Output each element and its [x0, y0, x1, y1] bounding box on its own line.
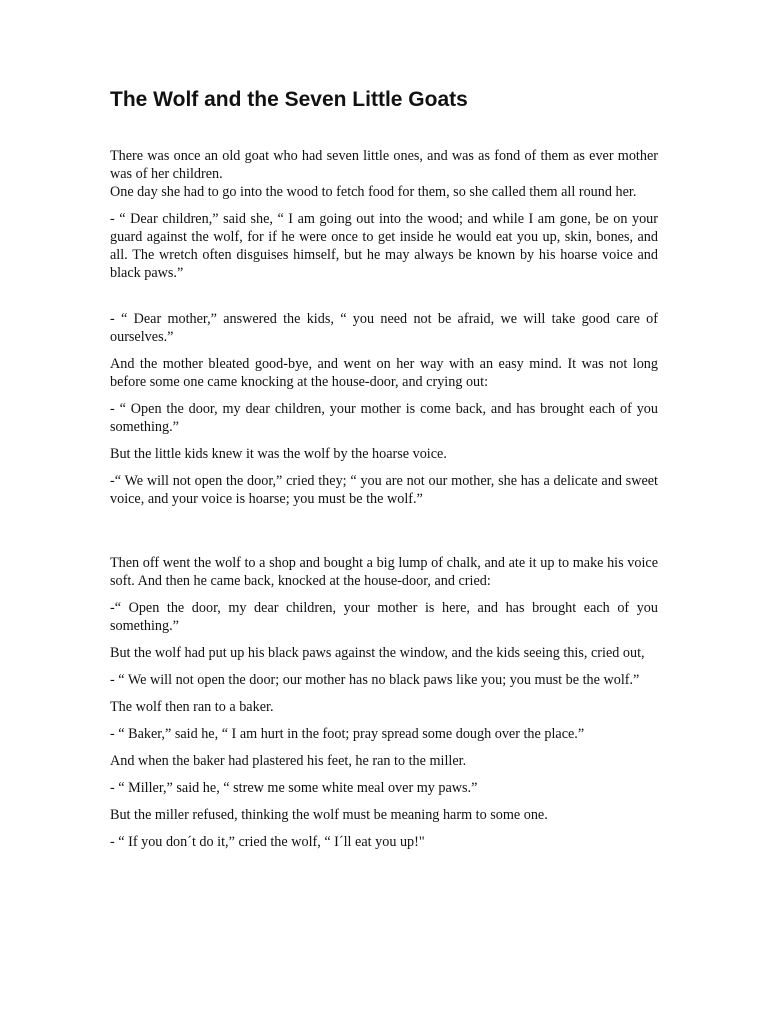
paragraph-16: - “ Miller,” said he, “ strew me some white meal over my paws.”: [110, 780, 478, 796]
paragraph-2: One day she had to go into the wood to fetch food for them, so she called them all round her.: [110, 184, 637, 200]
paragraph-10: -“ Open the door, my dear children, your mother is here, and has brought each of you something.”: [110, 600, 658, 634]
paragraph-9: Then off went the wolf to a shop and bought a big lump of chalk, and ate it up to make his voice soft. And then he came back, knocked at the house-door, and cried:: [110, 555, 658, 589]
document-title: The Wolf and the Seven Little Goats: [110, 88, 468, 111]
paragraph-7: But the little kids knew it was the wolf by the hoarse voice.: [110, 446, 447, 462]
paragraph-13: The wolf then ran to a baker.: [110, 699, 274, 715]
paragraph-18: - “ If you don´t do it,” cried the wolf, “ I´ll eat you up!": [110, 834, 425, 850]
paragraph-3: - “ Dear children,” said she, “ I am going out into the wood; and while I am gone, be on your guard against the wolf, for if he were once to get inside he would eat you up, skin, bones, and all. The wretch often disguises himself, but he may always be known by his hoarse voice and black paws.”: [110, 211, 658, 281]
paragraph-12: - “ We will not open the door; our mother has no black paws like you; you must be the wolf.”: [110, 672, 640, 688]
paragraph-15: And when the baker had plastered his feet, he ran to the miller.: [110, 753, 467, 769]
document-page: [110, 88, 658, 860]
paragraph-14: - “ Baker,” said he, “ I am hurt in the foot; pray spread some dough over the place.”: [110, 726, 585, 742]
paragraph-8: -“ We will not open the door,” cried they; “ you are not our mother, she has a delicate and sweet voice, and your voice is hoarse; you must be the wolf.”: [110, 473, 658, 507]
paragraph-11: But the wolf had put up his black paws against the window, and the kids seeing this, cried out,: [110, 645, 645, 661]
paragraph-6: - “ Open the door, my dear children, your mother is come back, and has brought each of you something.”: [110, 401, 658, 435]
paragraph-17: But the miller refused, thinking the wolf must be meaning harm to some one.: [110, 807, 548, 823]
paragraph-1: There was once an old goat who had seven little ones, and was as fond of them as ever mother was of her children.: [110, 148, 658, 182]
paragraph-4: - “ Dear mother,” answered the kids, “ you need not be afraid, we will take good care of ourselves.”: [110, 311, 658, 345]
paragraph-5: And the mother bleated good-bye, and went on her way with an easy mind. It was not long before some one came knocking at the house-door, and crying out:: [110, 356, 658, 390]
